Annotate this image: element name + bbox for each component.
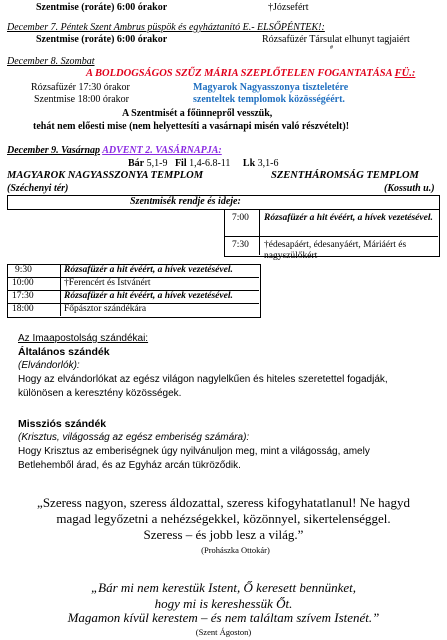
left-row-text: Rózsafüzér a hit évéért, a hívek vezetésével. (64, 291, 233, 301)
quote1-line-1: „Szeress nagyon, szeress áldozattal, szeress kifogyhatatlanul! Ne hagyd (37, 495, 410, 510)
general-title: Általános szándék (18, 346, 110, 358)
right-row-time: 7:30 (232, 240, 249, 250)
top-mass-time: Szentmise (roráte) 6:00 órakor (36, 2, 168, 13)
dec7-mass: Szentmise (roráte) 6:00 órakor (36, 34, 168, 45)
general-sub: (Elvándorlók): (18, 360, 80, 371)
dec8-notice-1: A Szentmisét a főünnepről vesszük, (122, 108, 273, 119)
quote2-line-2: hogy mi is kereshessük Őt. (154, 596, 293, 611)
left-row-time: 9:30 (15, 265, 32, 275)
dec7-heading: December 7. Péntek Szent Ambrus püspök és egyháztanító E.- ELSŐPÉNTEK!: (7, 22, 325, 33)
right-row-text: †édesapáért, édesanyáért, Máriáért és nagyszülőkért (264, 240, 407, 261)
mission-text-2: Betlehemből árad, és az Egyház arcán tükröződik. (18, 460, 241, 471)
dec8-heading: December 8. Szombat (7, 56, 95, 67)
dec8-notice-2: tehát nem előesti mise (nem helyettesíti a vasárnapi misén való részvételt)! (33, 121, 350, 132)
dec8-rosary-time: Rózsafüzér 17:30 órakor (31, 82, 130, 93)
left-row-text: †Ferencért és Istvánért (64, 278, 151, 288)
quote1-line-2: magad legyőzetni a nehézségekkel, közönnyel, sikertelenséggel. (56, 511, 391, 526)
dec8-feast: A BOLDOGSÁGOS SZŰZ MÁRIA SZEPLŐTELEN FOGANTATÁSA FÜ.: (86, 68, 416, 79)
quote1-author: (Prohászka Ottokár) (201, 545, 270, 555)
left-row-time: 17:30 (12, 291, 34, 301)
top-mass-intent: †Józsefért (268, 2, 309, 13)
dec8-rosary-note: Magyarok Nagyasszonya tiszteletére (193, 82, 349, 93)
dec7-mark: # (330, 45, 333, 51)
left-row-time: 18:00 (12, 304, 34, 314)
prayer-heading: Az Imaapostolság szándékai: (18, 333, 149, 344)
dec8-mass-time: Szentmise 18:00 órakor (34, 94, 129, 105)
church-left-sub: (Széchenyi tér) (7, 183, 69, 194)
dec9-heading: December 9. Vasárnap ADVENT 2. VASÁRNAPJA: (7, 145, 222, 156)
quote2-line-1: „Bár mi nem kerestük Istent, Ő keresett bennünket, (90, 580, 357, 595)
quote1-line-3: Szeress – és jobb lesz a világ.” (143, 527, 304, 542)
quote2-line-3: Magamon kívül kerestem – és nem találtam szívem Istenét.” (67, 610, 380, 625)
dec7-rosary: Rózsafüzér Társulat elhunyt tagjaiért (262, 34, 410, 45)
church-left: MAGYAROK NAGYASSZONYA TEMPLOM (7, 170, 204, 181)
right-row-text: Rózsafüzér a hit évéért, a hívek vezetésével. (264, 213, 433, 223)
mission-title: Missziós szándék (18, 418, 107, 430)
left-row-text: Rózsafüzér a hit évéért, a hívek vezetésével. (64, 265, 233, 275)
church-right: SZENTHÁROMSÁG TEMPLOM (271, 170, 419, 181)
left-row-time: 10:00 (12, 278, 34, 288)
mission-sub: (Krisztus, világosság az egész emberiség számára): (18, 432, 250, 443)
dec8-mass-note: szenteltek templomok közösségéért. (193, 94, 345, 105)
quote2-author: (Szent Ágoston) (195, 627, 252, 637)
right-row-time: 7:00 (232, 213, 249, 223)
dec9-advent: ADVENT 2. VASÁRNAPJA: (102, 145, 222, 156)
church-right-sub: (Kossuth u.) (384, 183, 435, 194)
general-text-1: Hogy az elvándorlókat az egész világon nagylelkűen és hiteles szeretettel fogadják, (18, 374, 388, 385)
dec8-feast-suffix: FÜ.: (394, 68, 416, 79)
left-row-text: Főpásztor szándékára (64, 304, 147, 314)
mission-text-1: Hogy Krisztus az emberiségnek úgy nyilvánuljon meg, mint a világosság, amely (18, 446, 370, 457)
general-text-2: különösen a keresztény közösségek. (18, 388, 182, 399)
table-title: Szentmisék rendje és ideje: (130, 196, 241, 207)
dec9-readings: Bár 5,1-9 Fil 1,4-6.8-11 Lk 3,1-6 (128, 158, 279, 169)
